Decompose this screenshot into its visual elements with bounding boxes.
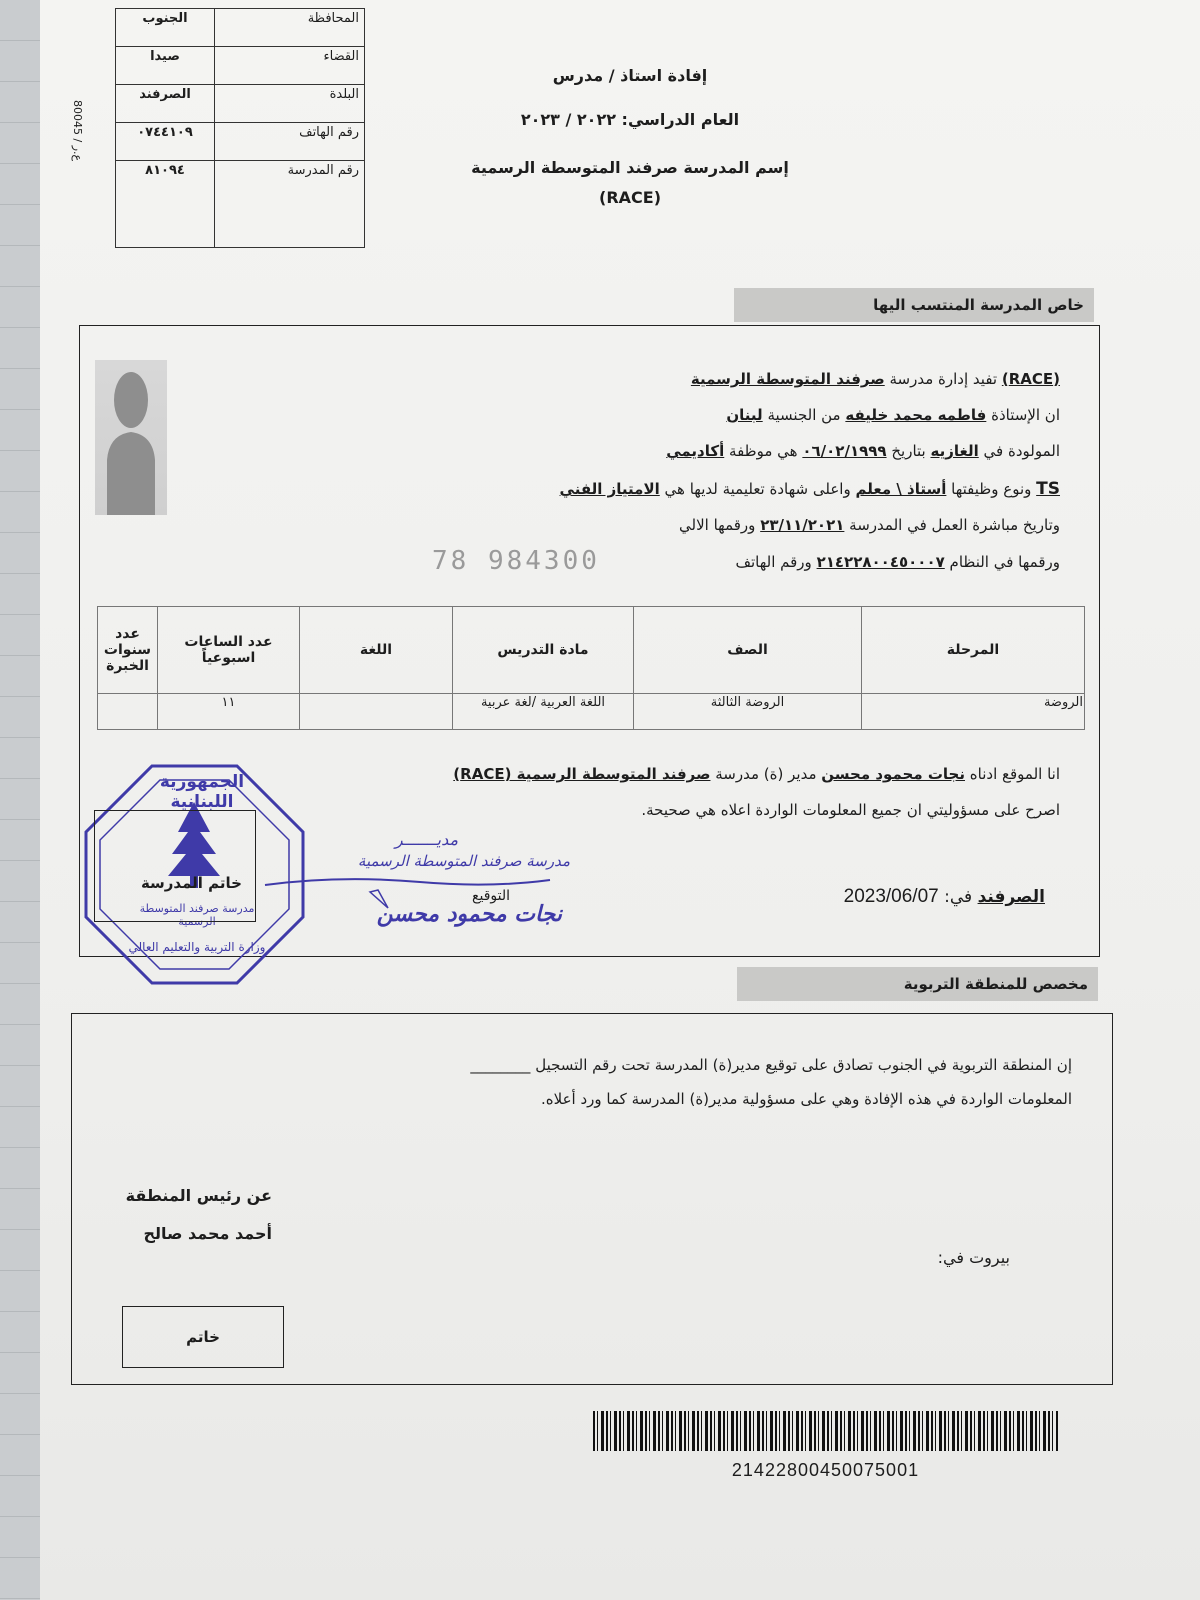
table-cell xyxy=(98,694,158,730)
table-cell: اللغة العربية /لغة عربية xyxy=(453,694,634,730)
text-fragment: تفيد إدارة مدرسة xyxy=(889,370,998,388)
employee-type: أكاديمي xyxy=(666,442,725,460)
school-name: صرفند المتوسطة الرسمية xyxy=(690,370,885,388)
table-header: عدد سنوات الخبرة xyxy=(98,607,158,694)
declaration-school: صرفند المتوسطة الرسمية (RACE) xyxy=(453,765,711,783)
text-fragment: إن المنطقة التربوية في الجنوب تصادق على توقيع مدير(ة) المدرسة تحت رقم التسجيل xyxy=(535,1056,1072,1074)
school-stamp-box xyxy=(94,810,256,922)
info-label: رقم المدرسة xyxy=(215,161,365,248)
handwritten-signature: نجات محمود محسن xyxy=(376,902,562,927)
info-label: البلدة xyxy=(215,85,365,123)
binder-edge xyxy=(0,0,40,1600)
info-value: ٨١٠٩٤ xyxy=(116,161,215,248)
text-fragment: المولودة في xyxy=(983,442,1060,460)
director-name: نجات محمود محسن xyxy=(821,765,965,783)
birth-date: ٠٦/٠٢/١٩٩٩ xyxy=(802,442,887,460)
handwritten-school: مدرسة صرفند المتوسطة الرسمية xyxy=(357,852,570,870)
table-header: عدد الساعات اسبوعياً xyxy=(158,607,300,694)
text-fragment: هي موظفة xyxy=(729,442,798,460)
table-header: المرحلة xyxy=(862,607,1085,694)
text-fragment: وتاريخ مباشرة العمل في المدرسة xyxy=(849,516,1060,534)
declaration-date: 2023/06/07 xyxy=(843,886,939,907)
start-date: ٢٣/١١/٢٠٢١ xyxy=(760,516,845,534)
table-header: الصف xyxy=(634,607,862,694)
handwritten-phone: 78 984300 xyxy=(432,546,600,576)
signature-label: التوقيع xyxy=(472,888,510,904)
declaration-place-date xyxy=(825,886,1045,908)
certificate: الامتياز الفني xyxy=(559,480,660,498)
ts-tag: TS xyxy=(1036,479,1060,499)
region-paragraph-1 xyxy=(322,1056,1072,1074)
text-fragment: في: xyxy=(944,887,973,907)
barcode-number: 21422800450075001 xyxy=(731,1460,920,1480)
school-stamp-label: خاتم المدرسة xyxy=(140,874,242,892)
line-teacher xyxy=(726,406,1060,424)
table-header: اللغة xyxy=(300,607,453,694)
line-birth xyxy=(666,442,1060,460)
stamp-inner-text: مدرسة صرفند المتوسطة الرسمية xyxy=(139,902,255,928)
school-name-heading: إسم المدرسة صرفند المتوسطة الرسمية xyxy=(471,158,789,177)
table-cell: الروضة xyxy=(862,694,1085,730)
registration-blank: ________ xyxy=(470,1056,531,1074)
beirut-date-label: بيروت في: xyxy=(937,1248,1010,1267)
race-label: (RACE) xyxy=(599,188,661,207)
text-fragment: ورقم الهاتف xyxy=(735,553,812,571)
region-head-name: أحمد محمد صالح xyxy=(143,1224,272,1243)
academic-year: العام الدراسي: ٢٠٢٢ / ٢٠٢٣ xyxy=(520,110,740,129)
line-start-date xyxy=(679,516,1060,534)
text-fragment: ونوع وظيفتها xyxy=(951,480,1032,498)
table-cell xyxy=(300,694,453,730)
info-value: ٠٧٤٤١٠٩ xyxy=(116,123,215,161)
race-tag: (RACE) xyxy=(1001,370,1060,388)
text-fragment: ان الإستاذة xyxy=(991,406,1060,424)
document-title: إفادة استاذ / مدرس xyxy=(552,66,708,85)
official-stamp xyxy=(82,762,307,987)
birth-place: الغازيه xyxy=(930,442,979,460)
line-system-number xyxy=(735,553,1060,571)
person-silhouette-icon xyxy=(95,360,167,515)
info-label: رقم الهاتف xyxy=(215,123,365,161)
info-label: المحافظة xyxy=(215,9,365,47)
text-fragment: انا الموقع ادناه xyxy=(969,765,1060,783)
line-declaration: اصرح على مسؤوليتي ان جميع المعلومات الواردة اعلاه هي صحيحة. xyxy=(641,801,1060,819)
nationality: لبنان xyxy=(726,406,763,424)
side-reference-code: 80045 / ع.ر xyxy=(71,100,84,162)
line-job xyxy=(560,479,1060,499)
place: الصرفند xyxy=(977,887,1045,907)
teaching-table xyxy=(97,606,1085,730)
barcode xyxy=(593,1411,1058,1451)
info-value: الجنوب xyxy=(116,9,215,47)
job-title: أستاذ \ معلم xyxy=(855,480,947,498)
stamp-bottom-text: وزارة التربية والتعليم العالي xyxy=(128,940,266,954)
region-head-title: عن رئيس المنطقة xyxy=(125,1186,272,1205)
info-value: صيدا xyxy=(116,47,215,85)
text-fragment: ورقمها الالي xyxy=(679,516,756,534)
section-bar-region: مخصص للمنطقة التربوية xyxy=(737,967,1098,1001)
text-fragment: من الجنسية xyxy=(767,406,841,424)
line-declaration-director xyxy=(453,765,1060,783)
teacher-name: فاطمه محمد خليفه xyxy=(845,406,987,424)
photo-placeholder xyxy=(95,360,167,515)
region-stamp-box: خاتم xyxy=(122,1306,284,1368)
region-paragraph-2: المعلومات الواردة في هذه الإفادة وهي على مسؤولية مدير(ة) المدرسة كما ورد أعلاه. xyxy=(541,1090,1072,1108)
text-fragment: ورقمها في النظام xyxy=(949,553,1060,571)
info-label: القضاء xyxy=(215,47,365,85)
line-school xyxy=(691,370,1060,388)
info-value: الصرفند xyxy=(116,85,215,123)
table-header: مادة التدريس xyxy=(453,607,634,694)
stamp-top-text: الجمهورية اللبنانية xyxy=(159,772,245,812)
table-cell: ١١ xyxy=(158,694,300,730)
table-cell: الروضة الثالثة xyxy=(634,694,862,730)
school-info-table xyxy=(115,8,365,248)
text-fragment: بتاريخ xyxy=(891,442,926,460)
system-number: ٢١٤٢٢٨٠٠٤٥٠٠٠٧ xyxy=(816,553,945,571)
text-fragment: واعلى شهادة تعليمية لديها هي xyxy=(664,480,851,498)
text-fragment: مدير (ة) مدرسة xyxy=(715,765,817,783)
section-bar-school: خاص المدرسة المنتسب اليها xyxy=(734,288,1094,322)
handwritten-director: مديـــــــر xyxy=(395,830,459,849)
